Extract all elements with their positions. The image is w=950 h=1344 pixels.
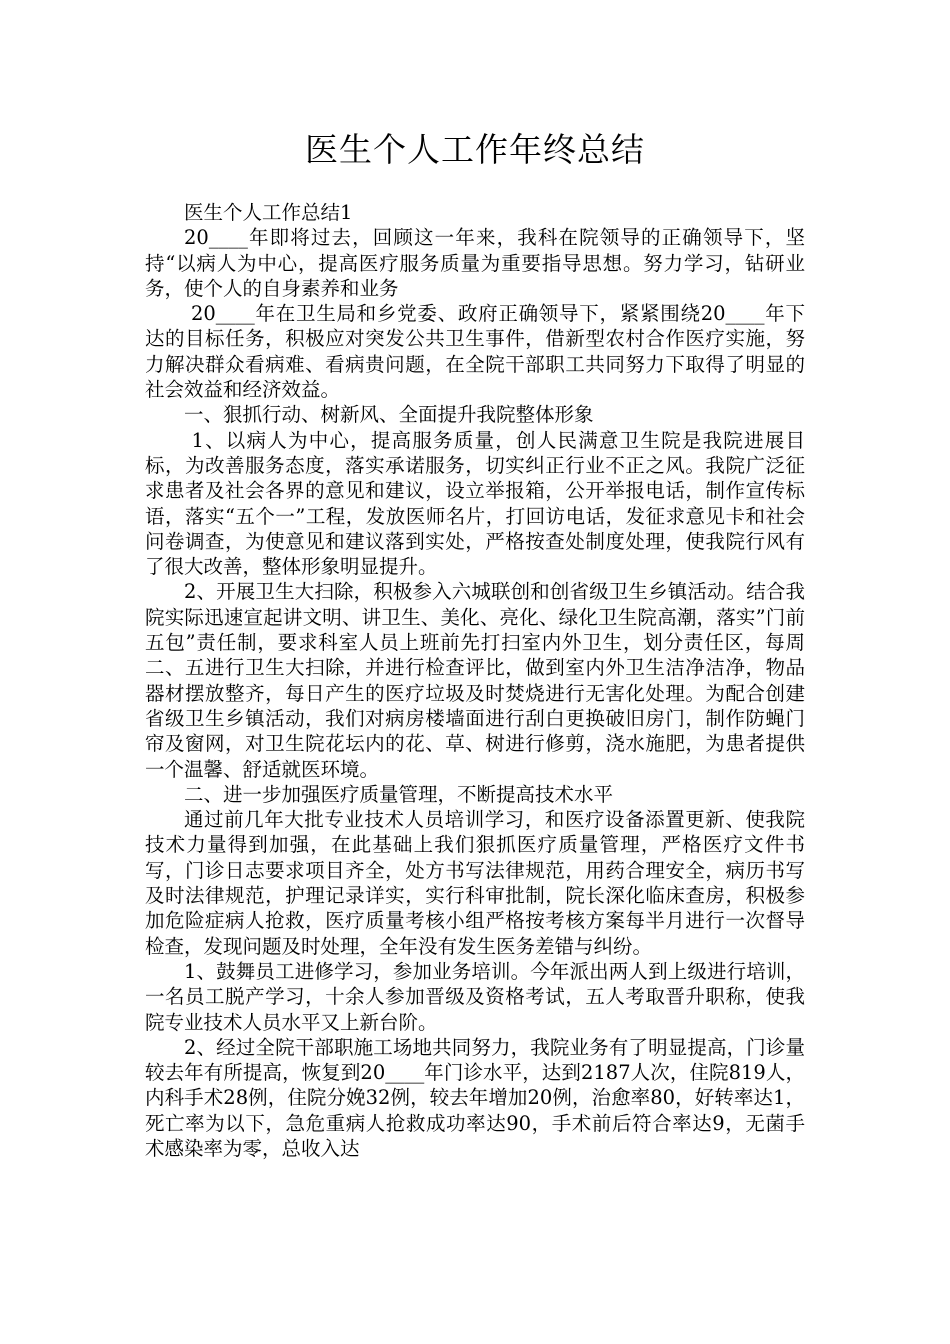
paragraph: 2、经过全院干部职施工场地共同努力，我院业务有了明显提高，门诊量较去年有所提高，恢复到20____年门诊水平，达到2187人次，住院819人，内科手术28例，住院分娩32例，较去年增加20例，治愈率80，好转率达1，死亡率为以下，急危重病人抢救成功率达90，手术前后符合率达9，无菌手术感染率为零，总收入达 bbox=[145, 1035, 805, 1160]
section-heading: 二、进一步加强医疗质量管理，不断提高技术水平 bbox=[184, 782, 614, 806]
paragraph: 20____年即将过去，回顾这一年来，我科在院领导的正确领导下，坚持“以病人为中心，提高医疗服务质量为重要指导思想。努力学习，钻研业务，使个人的自身素养和业务 bbox=[145, 226, 805, 300]
paragraph: 20____年在卫生局和乡党委、政府正确领导下，紧紧围绕20____年下达的目标任务，积极应对突发公共卫生事件，借新型农村合作医疗实施，努力解决群众看病难、看病贵问题，在全院干部职工共同努力下取得了明显的社会效益和经济效益。 bbox=[145, 302, 805, 402]
paragraph: 2、开展卫生大扫除，积极参入六城联创和创省级卫生乡镇活动。结合我院实际迅速宣起讲文明、讲卫生、美化、亮化、绿化卫生院高潮，落实”门前五包”责任制，要求科室人员上班前先打扫室内外卫生，划分责任区，每周二、五进行卫生大扫除，并进行检查评比，做到室内外卫生洁净洁净，物品器材摆放整齐，每日产生的医疗垃圾及时焚烧进行无害化处理。为配合创建省级卫生乡镇活动，我们对病房楼墙面进行刮白更换破旧房门，制作防蝇门帘及窗网，对卫生院花坛内的花、草、树进行修剪，浇水施肥，为患者提供一个温馨、舒适就医环境。 bbox=[145, 580, 805, 781]
section-heading: 医生个人工作总结1 bbox=[184, 201, 353, 224]
document-title: 医生个人工作年终总结 bbox=[305, 130, 645, 169]
paragraph: 1、鼓舞员工进修学习，参加业务培训。今年派出两人到上级进行培训，一名员工脱产学习，十余人参加晋级及资格考试，五人考取晋升职称，使我院专业技术人员水平又上新台阶。 bbox=[145, 959, 805, 1034]
paragraph: 通过前几年大批专业技术人员培训学习，和医疗设备添置更新、使我院技术力量得到加强，在此基础上我们狠抓医疗质量管理，严格医疗文件书写，门诊日志要求项目齐全，处方书写法律规范，用药合理安全，病历书写及时法律规范，护理记录详实，实行科审批制，院长深化临床查房，积极参加危险症病人抢救，医疗质量考核小组严格按考核方案每半月进行一次督导检查，发现问题及时处理，全年没有发生医务差错与纠纷。 bbox=[145, 808, 805, 958]
document-body bbox=[145, 200, 805, 1161]
section-heading: 一、狠抓行动、树新风、全面提升我院整体形象 bbox=[184, 403, 594, 427]
paragraph: 1、以病人为中心，提高服务质量，创人民满意卫生院是我院进展目标，为改善服务态度，落实承诺服务，切实纠正行业不正之风。我院广泛征求患者及社会各界的意见和建议，设立举报箱，公开举报电话，制作宣传标语，落实“五个一”工程，发放医师名片，打回访电话，发征求意见卡和社会问卷调查，为使意见和建议落到实处，严格按查处制度处理，使我院行风有了很大改善，整体形象明显提升。 bbox=[145, 428, 805, 579]
